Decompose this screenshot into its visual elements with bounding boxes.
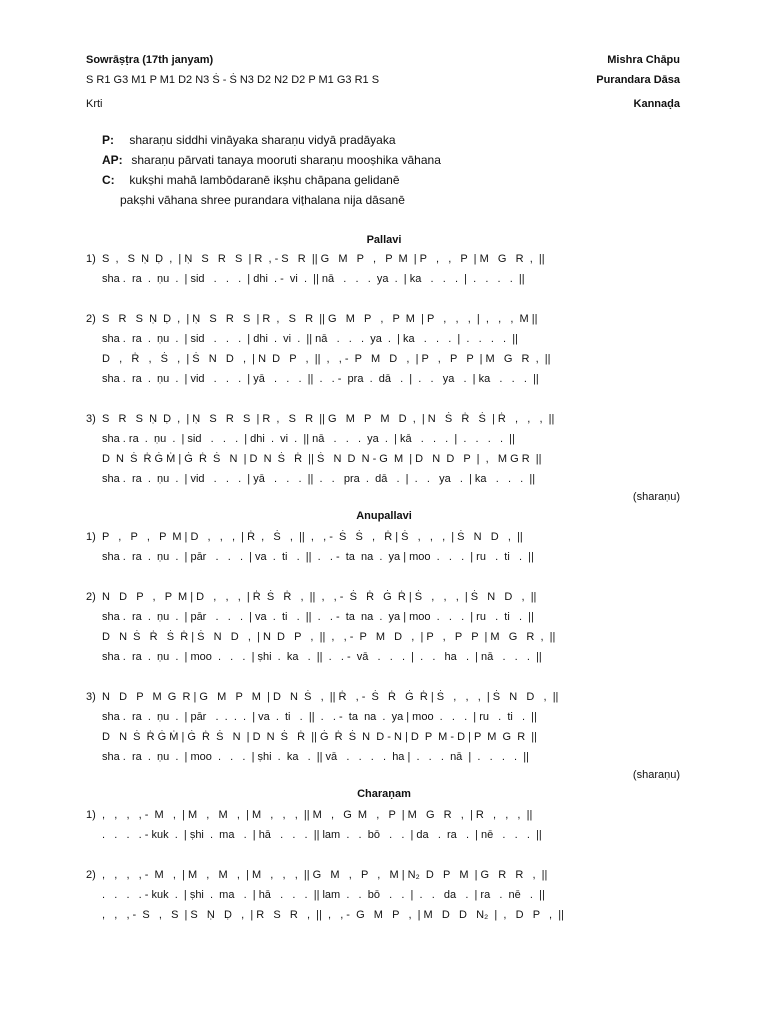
swara-line: , , , - S , S | S Ṇ Ḍ , | R S R , || , , - G M P , | M D D N₂ | , D P , || xyxy=(102,909,564,921)
anupallavi-label: AP: xyxy=(102,153,123,167)
charanam-heading: Charaṇam xyxy=(357,788,411,800)
sahitya-line: sha . ra . ṇu . | pār . . . | va . ti . || . . - ta na . ya | moo . . . | ru . ti . || xyxy=(102,551,534,563)
swara-line: N D P , P M | D , , , | Ṙ Ṡ Ṙ , || , , - Ṡ Ṙ Ġ Ṙ | Ṡ , , , | Ṡ N D , || xyxy=(102,591,537,603)
sahitya-line: sha . ra . ṇu . | pār . . . | va . ti . || . . - ta na . ya | moo . . . | ru . ti . || xyxy=(102,611,534,623)
variation-number: 1) xyxy=(86,253,96,265)
notation-row xyxy=(86,749,684,765)
notation-row xyxy=(86,331,684,347)
sahitya-line: sha . ra . ṇu . | sid . . . | dhi . vi . || nā . . . ya . | ka . . . | . . . . || xyxy=(102,333,518,345)
charanam-lyric-1: kukṣhi mahā lambōdaranē ikṣhu chāpana gelidanē xyxy=(129,173,400,187)
swara-line: D N Ṡ Ṙ Ġ Ṁ | Ġ Ṙ Ṡ N | D N Ṡ Ṙ || Ṡ N D N - G M | D N D P | , M G R || xyxy=(102,453,542,465)
swara-line: S , S Ṇ Ḍ , | Ṇ S R S | R , - S R || G M P , P M | P , , P | M G R , || xyxy=(102,253,545,265)
variation-number: 3) xyxy=(86,413,96,425)
refrain-tag-anupallavi: (sharaṇu) xyxy=(632,769,680,781)
notation-row xyxy=(86,411,684,427)
variation-number: 2) xyxy=(86,313,96,325)
header-left xyxy=(86,50,379,114)
composition-type: Krti xyxy=(86,98,103,110)
swara-line: S R S Ṇ Ḍ , | Ṇ S R S | R , S R || G M P M D , | N Ṡ Ṙ Ṡ | Ṙ , , , || xyxy=(102,413,555,425)
notation-row xyxy=(86,251,684,267)
language-name: Kannaḍa xyxy=(633,98,680,110)
sahitya-line: sha . ra . ṇu . | vid . . . | yā . . . || . . pra . dā . | . . ya . | ka . . . || xyxy=(102,473,536,485)
header-right xyxy=(596,50,680,114)
swara-line: N D P M G R | G M P M | D N Ṡ , || Ṙ , - Ṡ Ṙ Ġ Ṙ | Ṡ , , , | Ṡ N D , || xyxy=(102,691,559,703)
notation-row xyxy=(86,529,684,545)
notation-row xyxy=(86,649,684,665)
sahitya-line: . . . . - kuk . | ṣhi . ma . | hā . . . || lam . . bō . . | da . ra . | nē . . . || xyxy=(102,829,542,841)
notation-row xyxy=(86,471,684,487)
notation-row xyxy=(86,371,684,387)
notation-row xyxy=(86,729,684,745)
variation-number: 1) xyxy=(86,531,96,543)
sahitya-line: sha . ra . ṇu . | sid . . . | dhi . vi . || nā . . . ya . | kā . . . | . . . . || xyxy=(102,433,515,445)
raga-name: Sowrāṣṭra (17th janyam) xyxy=(86,54,214,66)
swara-line: D N Ṡ Ṙ Ṡ Ṙ | Ṡ N D , | N D P , || , , - P M D , | P , P P | M G R , || xyxy=(102,631,556,643)
notation-row xyxy=(86,887,684,903)
notation-row xyxy=(86,907,684,923)
swara-line: P , P , P M | D , , , | Ṙ , Ṡ , || , , - Ṡ Ṡ , Ṙ | Ṡ , , , | Ṡ N D , || xyxy=(102,531,523,543)
anupallavi-lyric: sharaṇu pārvati tanaya mooruti sharaṇu mooṣhika vāhana xyxy=(131,153,441,167)
sahitya-line: sha . ra . ṇu . | vid . . . | yā . . . || . . - pra . dā . | . . ya . | ka . . . || xyxy=(102,373,539,385)
refrain-tag-pallavi: (sharaṇu) xyxy=(632,491,680,503)
notation-row xyxy=(86,451,684,467)
swara-line: S R S Ṇ Ḍ , | Ṇ S R S | R , S R || G M P , P M | P , , , | , , , M || xyxy=(102,313,538,325)
lyrics-pallavi xyxy=(102,130,441,150)
sahitya-line: sha . ra . ṇu . | moo . . . | ṣhi . ka . || . . - vā . . . | . . ha . | nā . . . || xyxy=(102,651,542,663)
swara-line: D N Ṡ Ṙ Ġ Ṁ | Ġ Ṙ Ṡ N | D N Ṡ Ṙ || Ġ Ṙ Ṡ N D - N | D P M - D | P M G R || xyxy=(102,731,537,743)
sahitya-line: sha . ra . ṇu . | moo . . . | ṣhi . ka . || vā . . . . ha | . . . nā | . . . . || xyxy=(102,751,529,763)
notation-row xyxy=(86,609,684,625)
tala-name: Mishra Chāpu xyxy=(607,54,680,66)
notation-row xyxy=(86,351,684,367)
sahitya-line: sha . ra . ṇu . | pār . . . . | va . ti . || . . - ta na . ya | moo . . . | ru . ti . || xyxy=(102,711,537,723)
variation-number: 3) xyxy=(86,691,96,703)
lyrics-block xyxy=(102,130,441,210)
notation-row xyxy=(86,271,684,287)
raga-scale: S R1 G3 M1 P M1 D2 N3 Ṡ - Ṡ N3 D2 N2 D2 P M1 G3 R1 S xyxy=(86,74,380,86)
pallavi-label: P: xyxy=(102,133,114,147)
notation-row xyxy=(86,311,684,327)
notation-row xyxy=(86,807,684,823)
notation-row xyxy=(86,867,684,883)
swara-line: D , Ṙ , Ṡ , | Ṡ N D , | N D P , || , , - P M D , | P , P P | M G R , || xyxy=(102,353,551,365)
notation-row xyxy=(86,431,684,447)
notation-row xyxy=(86,827,684,843)
swara-line: , , , , - M , | M , M , | M , , , || M , G M , P | M G R , | R , , , || xyxy=(102,809,533,821)
lyrics-charanam xyxy=(102,170,441,190)
swara-line: , , , , - M , | M , M , | M , , , || G M , P , M | N₂ D P M | G R R , || xyxy=(102,869,548,881)
variation-number: 2) xyxy=(86,591,96,603)
variation-number: 1) xyxy=(86,809,96,821)
notation-row xyxy=(86,589,684,605)
notation-row xyxy=(86,709,684,725)
variation-number: 2) xyxy=(86,869,96,881)
sahitya-line: sha . ra . ṇu . | sid . . . | dhi . - vi . || nā . . . ya . | ka . . . | . . . . || xyxy=(102,273,525,285)
anupallavi-heading: Anupallavi xyxy=(356,510,412,522)
lyrics-anupallavi xyxy=(102,150,441,170)
pallavi-lyric: sharaṇu siddhi vināyaka sharaṇu vidyā pradāyaka xyxy=(129,133,396,147)
charanam-label: C: xyxy=(102,173,115,187)
composer-name: Purandara Dāsa xyxy=(596,74,680,86)
pallavi-heading: Pallavi xyxy=(366,234,402,246)
sahitya-line: . . . . - kuk . | ṣhi . ma . | hā . . . || lam . . bō . . | . . da . | ra . nē . || xyxy=(102,889,545,901)
notation-row xyxy=(86,629,684,645)
charanam-lyric-2: pakṣhi vāhana shree purandara viṭhalana nija dāsanē xyxy=(120,193,405,207)
notation-row xyxy=(86,549,684,565)
notation-row xyxy=(86,689,684,705)
